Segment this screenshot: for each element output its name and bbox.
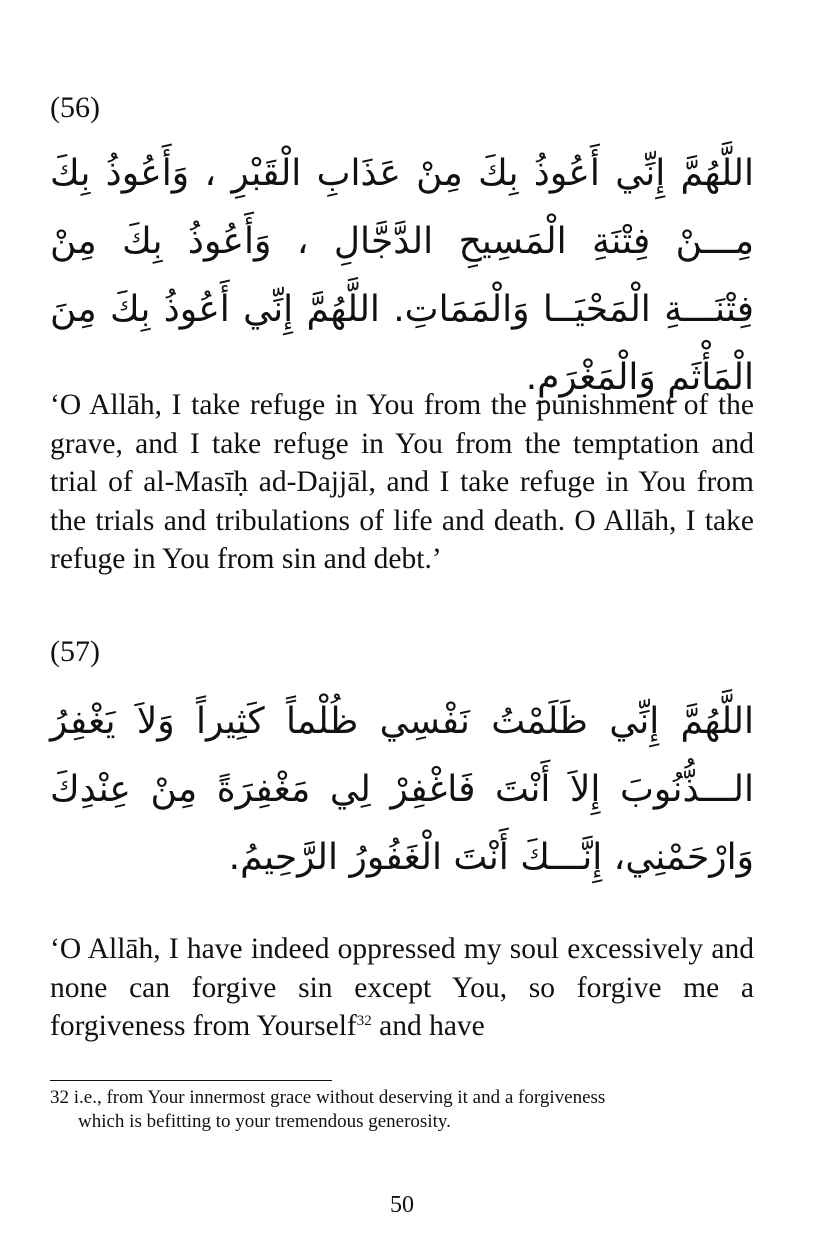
- translation-text: [50, 930, 754, 1046]
- book-page: [50, 0, 754, 1256]
- arabic-text: اللَّهُمَّ إِنِّي ظَلَمْتُ نَفْسِي ظُلْماً كَثِيراً وَلاَ يَغْفِرُ الـــذُّنُوبَ إِلاَ أَنْتَ فَاغْفِرْ لِي مَغْفِرَةً مِنْ عِنْدِكَ وَارْحَمْنِي، إِنَّـــكَ أَنْتَ الْغَفُورُ الرَّحِيمُ.: [50, 701, 754, 878]
- arabic-text: اللَّهُمَّ إِنِّي أَعُوذُ بِكَ مِنْ عَذَابِ الْقَبْرِ ، وَأَعُوذُ بِكَ مِـــنْ فِتْنَةِ الْمَسِيحِ الدَّجَّالِ ، وَأَعُوذُ بِكَ مِنْ فِتْنَـــةِ الْمَحْيَــا وَالْمَمَاتِ. اللَّهُمَّ إِنِّي أَعُوذُ بِكَ مِنَ الْمَأْثَمِ وَالْمَغْرَمِ.: [50, 153, 754, 398]
- dua-number: (56): [50, 91, 100, 124]
- translation-segment: and have: [371, 1010, 485, 1043]
- dua-number: (57): [50, 635, 100, 668]
- footnote-reference: 32: [356, 1013, 372, 1030]
- translation-segment: ‘O Allāh, I have indeed oppressed my soul excessively and none can forgive sin except You, so forgive me a forgiveness from Yourself: [50, 933, 754, 1043]
- footnote-text: i.e., from Your innermost grace without deserving it and a forgiveness: [69, 1087, 606, 1108]
- footnote-number: 32: [50, 1087, 69, 1108]
- translation-text: ‘O Allāh, I take refuge in You from the punishment of the grave, and I take refuge in You from the temptation and trial of al-Masīḥ ad-Dajjāl, and I take refuge in You from the trials and tribulations of life and death. O Allāh, I take refuge in You from sin and debt.’: [50, 389, 754, 576]
- footnote: [50, 1086, 754, 1134]
- page-number: 50: [390, 1192, 414, 1218]
- footnote-text-continued: which is befitting to your tremendous generosity.: [78, 1111, 451, 1132]
- footnote-divider: [50, 1080, 332, 1081]
